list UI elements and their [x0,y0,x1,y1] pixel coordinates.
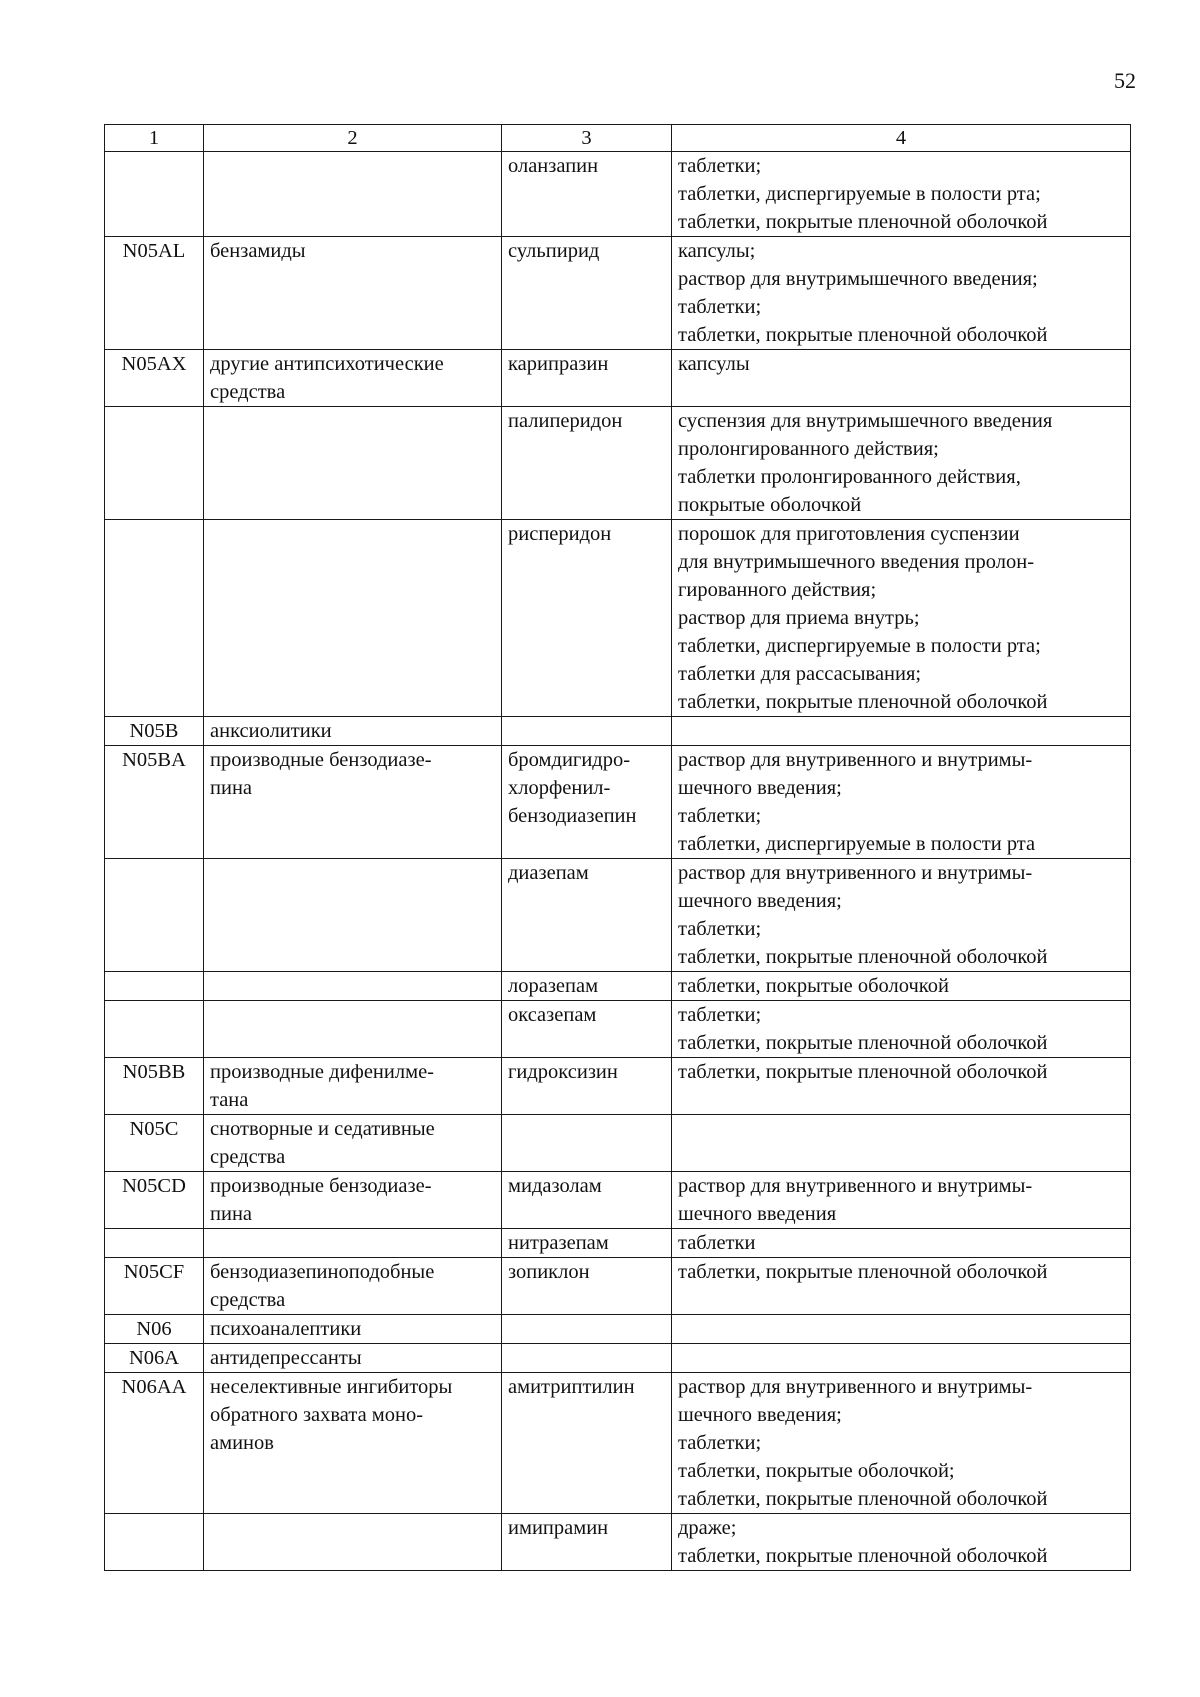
pharmacological-group-cell [204,1001,502,1058]
dosage-form-line: таблетки, покрытые пленочной оболочкой [678,946,1048,968]
column-header-4: 4 [672,125,1131,152]
dosage-form-cell [672,350,1131,407]
dosage-form-line: таблетки; [678,296,762,318]
table-row [105,859,1131,972]
dosage-form-line: таблетки, покрытые пленочной оболочкой [678,1061,1048,1083]
atc-code-cell [105,972,204,1001]
drug-name-line: мидазолам [508,1175,602,1197]
dosage-form-line: таблетки, покрытые пленочной оболочкой [678,1261,1048,1283]
drug-name-line: карипразин [508,353,609,375]
dosage-form-cell [672,1058,1131,1115]
drug-name-cell [502,1229,672,1258]
table-row [105,520,1131,717]
atc-code-cell: N06AA [105,1373,204,1514]
dosage-form-line: драже; [678,1517,737,1539]
group-text-line: производные бензодиазе- [210,1175,432,1197]
dosage-form-line: капсулы; [678,240,756,262]
dosage-form-line: капсулы [678,353,750,375]
dosage-form-line: таблетки; [678,1004,762,1026]
atc-code-cell: N05B [105,717,204,746]
dosage-form-line: порошок для приготовления суспензии [678,523,1020,545]
dosage-form-line: таблетки, покрытые пленочной оболочкой [678,324,1048,346]
dosage-form-line: шечного введения; [678,890,842,912]
dosage-form-line: шечного введения; [678,1404,842,1426]
dosage-form-line: таблетки, диспергируемые в полости рта [678,833,1036,855]
group-text-line: производные бензодиазе- [210,749,432,771]
page-number: 52 [1114,68,1136,93]
group-text-line: пина [210,1203,253,1225]
drug-name-cell [502,1514,672,1571]
drug-name-line: сульпирид [508,240,600,262]
drug-name-cell [502,859,672,972]
dosage-form-cell [672,1344,1131,1373]
atc-code-cell [105,1001,204,1058]
group-text-line: анксиолитики [210,720,332,742]
pharmacological-group-cell [204,237,502,350]
atc-code-cell [105,407,204,520]
table-body [105,152,1131,1571]
drug-name-line: палиперидон [508,410,623,432]
drug-name-cell [502,407,672,520]
dosage-form-line: для внутримышечного введения пролон- [678,551,1035,573]
dosage-form-cell [672,972,1131,1001]
dosage-form-line: таблетки для рассасывания; [678,663,922,685]
table-row [105,1258,1131,1315]
dosage-form-line: шечного введения [678,1203,837,1225]
dosage-form-cell [672,1258,1131,1315]
group-text-line: пина [210,777,253,799]
atc-code-cell: N05AL [105,237,204,350]
atc-code-cell: N05C [105,1115,204,1172]
table-row [105,1001,1131,1058]
pharmacological-group-cell [204,1315,502,1344]
group-text-line: тана [210,1089,249,1111]
pharmacological-group-cell [204,717,502,746]
table-row [105,972,1131,1001]
dosage-form-line: раствор для внутривенного и внутримы- [678,1175,1033,1197]
group-text-line: неселективные ингибиторы [210,1376,453,1398]
drug-name-cell [502,717,672,746]
pharmacological-group-cell [204,1344,502,1373]
table-row [105,1315,1131,1344]
drug-name-line: амитриптилин [508,1376,635,1398]
group-text-line: обратного захвата моно- [210,1404,424,1426]
header-row [105,125,1131,152]
drug-name-cell [502,972,672,1001]
dosage-form-line: таблетки, покрытые пленочной оболочкой [678,1488,1048,1510]
drug-name-line: диазепам [508,862,589,884]
drug-name-line: оланзапин [508,155,599,177]
pharmacological-group-cell [204,859,502,972]
dosage-form-line: таблетки; [678,805,762,827]
atc-code-cell: N05BA [105,746,204,859]
dosage-form-cell [672,859,1131,972]
pharmacological-group-cell [204,350,502,407]
pharmacological-group-cell [204,1058,502,1115]
table-row [105,152,1131,237]
dosage-form-cell [672,1229,1131,1258]
group-text-line: снотворные и седативные [210,1118,435,1140]
pharmacological-group-cell [204,1373,502,1514]
table-row [105,407,1131,520]
drug-name-line: зопиклон [508,1261,590,1283]
dosage-form-cell [672,237,1131,350]
table-row [105,746,1131,859]
dosage-form-line: таблетки; [678,155,762,177]
dosage-form-cell [672,1514,1131,1571]
column-header-1: 1 [105,125,204,152]
dosage-form-line: таблетки, покрытые пленочной оболочкой [678,1032,1048,1054]
drug-name-line: хлорфенил- [508,777,611,799]
group-text-line: антидепрессанты [210,1347,362,1369]
dosage-form-line: гированного действия; [678,579,877,601]
dosage-form-line: раствор для внутривенного и внутримы- [678,862,1033,884]
group-text-line: другие антипсихотические [210,353,444,375]
drug-name-line: рисперидон [508,523,612,545]
table-row [105,350,1131,407]
dosage-form-line: покрытые оболочкой [678,494,862,516]
atc-code-cell [105,520,204,717]
dosage-form-cell [672,1172,1131,1229]
group-text-line: бензодиазепиноподобные [210,1261,435,1283]
atc-code-cell [105,859,204,972]
atc-code-cell: N05CF [105,1258,204,1315]
dosage-form-line: раствор для внутривенного и внутримы- [678,749,1033,771]
drug-name-cell [502,1172,672,1229]
dosage-form-line: таблетки, покрытые пленочной оболочкой [678,211,1048,233]
pharmacological-group-cell [204,520,502,717]
dosage-form-cell [672,1315,1131,1344]
dosage-form-line: таблетки, покрытые оболочкой; [678,1460,955,1482]
atc-code-cell: N05AX [105,350,204,407]
drug-name-cell [502,520,672,717]
atc-code-cell [105,152,204,237]
dosage-form-cell [672,746,1131,859]
drug-name-cell [502,1344,672,1373]
dosage-form-line: раствор для внутримышечного введения; [678,268,1038,290]
dosage-form-cell [672,1373,1131,1514]
group-text-line: средства [210,381,286,403]
pharmacological-group-cell [204,1172,502,1229]
drug-name-cell [502,1373,672,1514]
dosage-form-line: таблетки пролонгированного действия, [678,466,1021,488]
column-header-3: 3 [502,125,672,152]
drug-name-cell [502,237,672,350]
dosage-form-cell [672,717,1131,746]
group-text-line: средства [210,1146,286,1168]
dosage-form-line: таблетки; [678,1432,762,1454]
drug-name-line: нитразепам [508,1232,609,1254]
drug-name-line: бромдигидро- [508,749,631,771]
table-row [105,717,1131,746]
dosage-form-line: таблетки, покрытые оболочкой [678,975,949,997]
dosage-form-cell [672,407,1131,520]
group-text-line: производные дифенилме- [210,1061,434,1083]
drug-name-cell [502,350,672,407]
dosage-form-line: таблетки, покрытые пленочной оболочкой [678,1545,1048,1567]
table-row [105,1514,1131,1571]
drug-name-cell [502,746,672,859]
dosage-form-line: таблетки, диспергируемые в полости рта; [678,635,1041,657]
dosage-form-cell [672,152,1131,237]
column-header-2: 2 [204,125,502,152]
drug-name-line: имипрамин [508,1517,609,1539]
drug-name-cell [502,152,672,237]
drug-name-line: гидроксизин [508,1061,618,1083]
atc-code-cell [105,1229,204,1258]
table-row [105,1229,1131,1258]
drug-name-line: лоразепам [508,975,599,997]
dosage-form-line: таблетки, диспергируемые в полости рта; [678,183,1041,205]
drug-name-cell [502,1001,672,1058]
pharmacological-group-cell [204,1115,502,1172]
table-row [105,1058,1131,1115]
atc-code-cell [105,1514,204,1571]
dosage-form-line: раствор для приема внутрь; [678,607,920,629]
dosage-form-line: раствор для внутривенного и внутримы- [678,1376,1033,1398]
group-text-line: средства [210,1289,286,1311]
dosage-form-line: таблетки, покрытые пленочной оболочкой [678,691,1048,713]
atc-code-cell: N06 [105,1315,204,1344]
atc-code-cell: N05CD [105,1172,204,1229]
dosage-form-line: таблетки; [678,918,762,940]
group-text-line: бензамиды [210,240,306,262]
pharmacological-group-cell [204,152,502,237]
table-header [105,125,1131,152]
dosage-form-cell [672,520,1131,717]
drug-name-cell [502,1115,672,1172]
table-row [105,1115,1131,1172]
drug-name-cell [502,1315,672,1344]
pharmacological-group-cell [204,1514,502,1571]
table-row [105,1373,1131,1514]
drug-table [104,124,1131,1571]
dosage-form-line: таблетки [678,1232,756,1254]
table-row [105,1344,1131,1373]
pharmacological-group-cell [204,1258,502,1315]
pharmacological-group-cell [204,972,502,1001]
dosage-form-line: шечного введения; [678,777,842,799]
pharmacological-group-cell [204,1229,502,1258]
drug-name-cell [502,1258,672,1315]
group-text-line: психоаналептики [210,1318,362,1340]
dosage-form-cell [672,1001,1131,1058]
drug-name-line: бензодиазепин [508,805,637,827]
table-row [105,237,1131,350]
pharmacological-group-cell [204,407,502,520]
atc-code-cell: N06A [105,1344,204,1373]
atc-code-cell: N05BB [105,1058,204,1115]
drug-name-line: оксазепам [508,1004,597,1026]
dosage-form-line: пролонгированного действия; [678,438,939,460]
pharmacological-group-cell [204,746,502,859]
group-text-line: аминов [210,1432,274,1454]
dosage-form-line: суспензия для внутримышечного введения [678,410,1053,432]
drug-name-cell [502,1058,672,1115]
dosage-form-cell [672,1115,1131,1172]
table-row [105,1172,1131,1229]
